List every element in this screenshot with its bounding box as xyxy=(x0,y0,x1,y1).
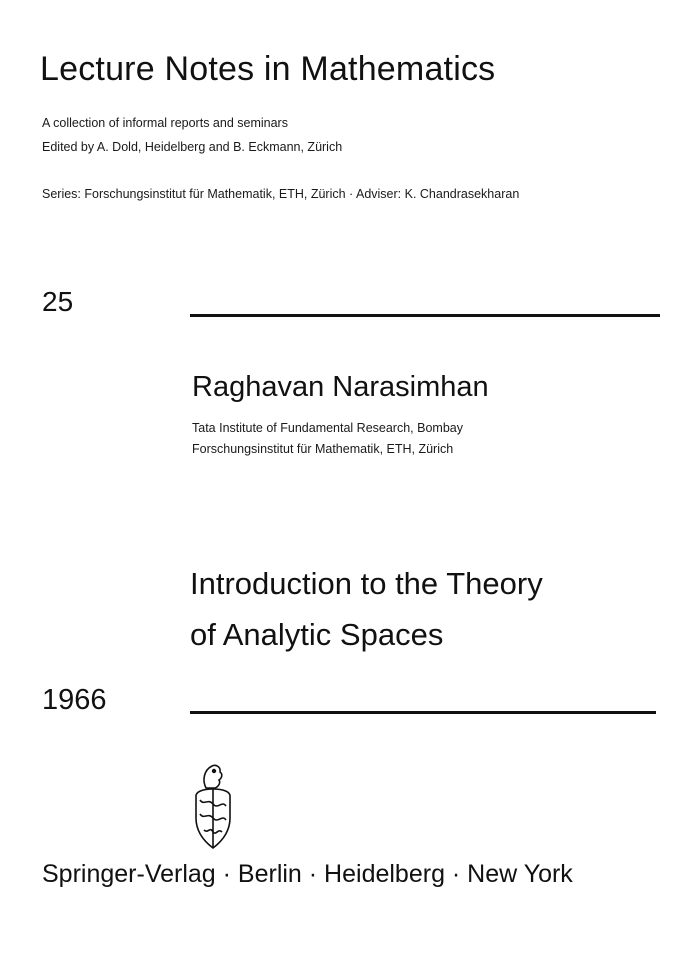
publication-year: 1966 xyxy=(42,684,107,716)
series-subtitle: A collection of informal reports and seminars xyxy=(42,116,288,130)
volume-number: 25 xyxy=(42,286,74,317)
publisher-imprint: Springer-Verlag · Berlin · Heidelberg · New York xyxy=(42,860,573,888)
divider-rule-top xyxy=(190,314,660,317)
series-line: Series: Forschungsinstitut für Mathematik, ETH, Zürich · Adviser: K. Chandrasekharan xyxy=(42,187,520,201)
book-title-line-1: Introduction to the Theory xyxy=(190,566,543,601)
author-name: Raghavan Narasimhan xyxy=(192,371,489,403)
author-affiliation-2: Forschungsinstitut für Mathematik, ETH, Zürich xyxy=(192,442,454,456)
book-title-line-2: of Analytic Spaces xyxy=(190,617,444,652)
divider-rule-bottom xyxy=(190,711,656,714)
series-title: Lecture Notes in Mathematics xyxy=(40,50,496,88)
series-editors: Edited by A. Dold, Heidelberg and B. Eckmann, Zürich xyxy=(42,140,343,154)
springer-knight-logo-icon xyxy=(188,762,238,854)
author-affiliation-1: Tata Institute of Fundamental Research, Bombay xyxy=(192,421,463,435)
